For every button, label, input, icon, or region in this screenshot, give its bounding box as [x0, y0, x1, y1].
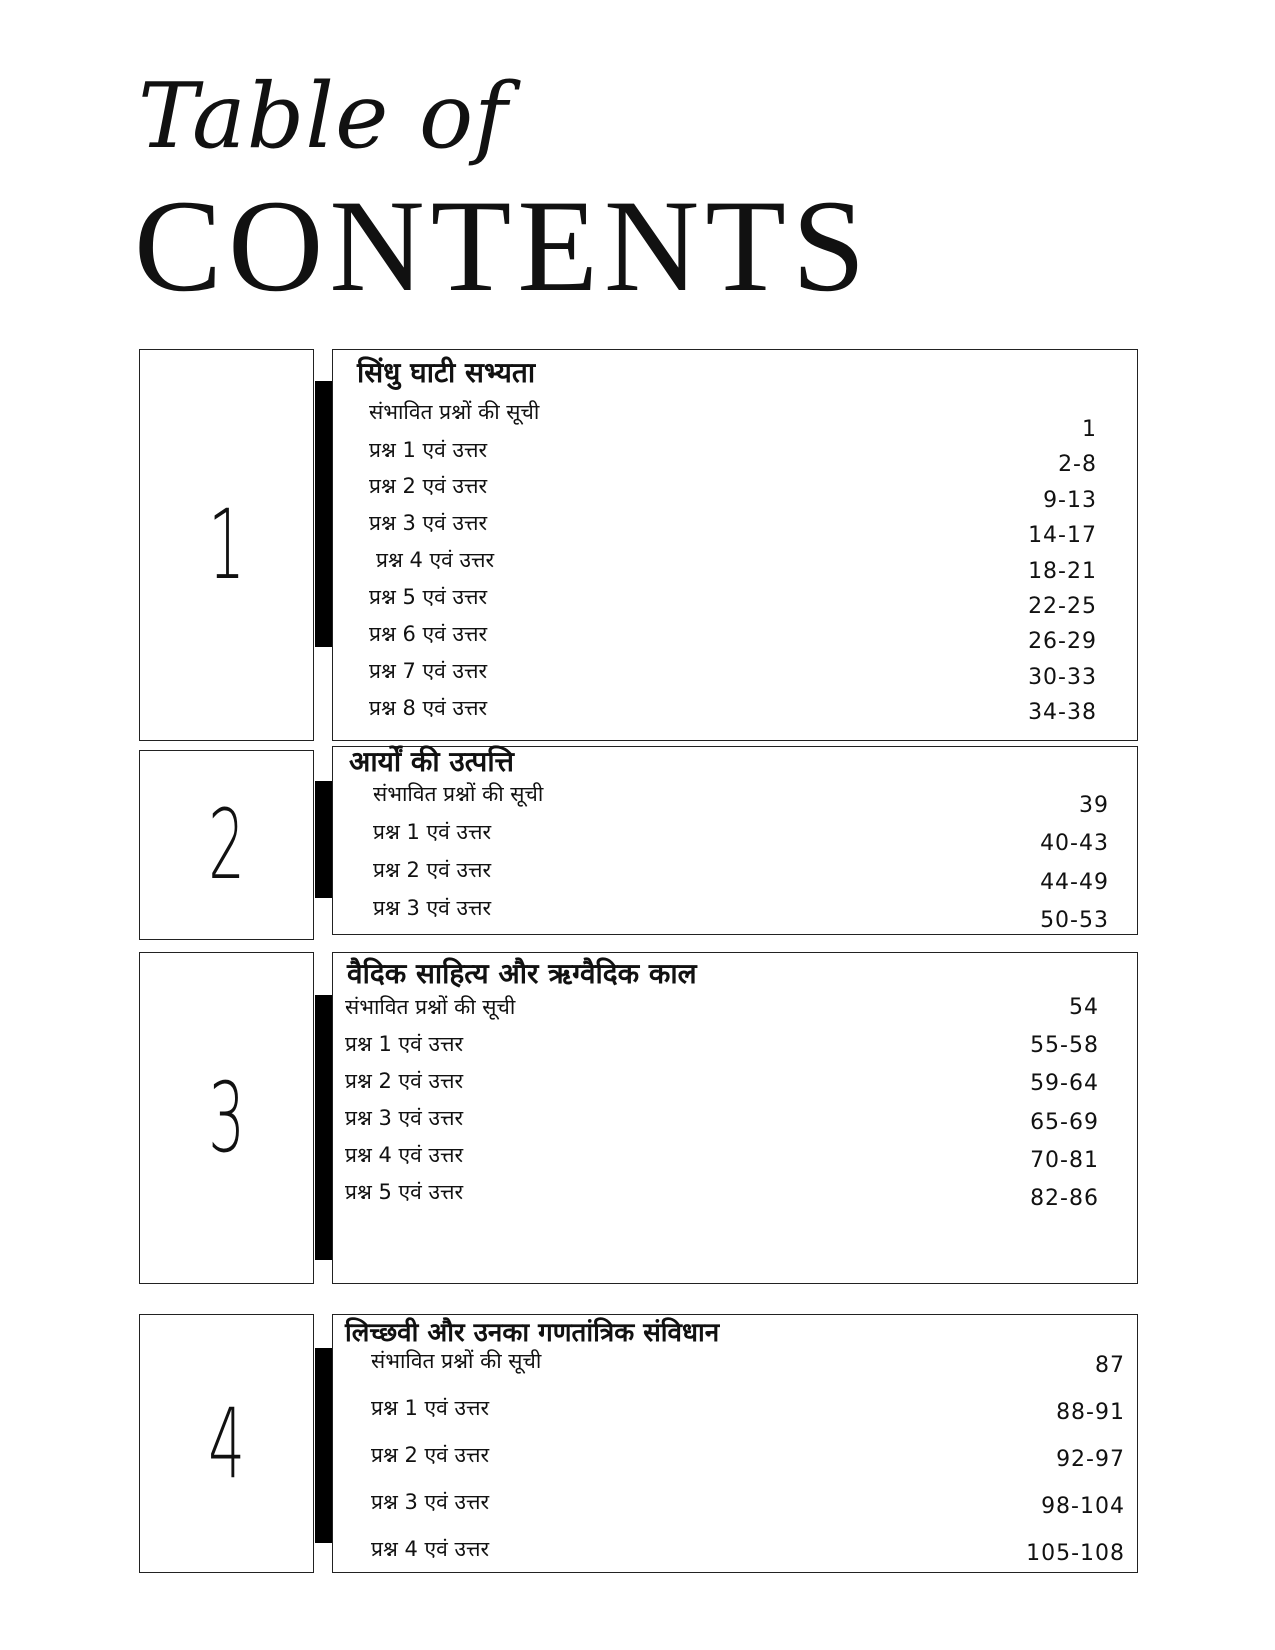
- section-title: लिच्छवी और उनका गणतांत्रिक संविधान: [345, 1318, 720, 1348]
- section-content-box: [332, 952, 1138, 1284]
- toc-entry-pages: 1: [1082, 417, 1097, 442]
- toc-entry-label[interactable]: प्रश्न 6 एवं उत्तर: [369, 622, 488, 646]
- section-number: 4: [208, 1387, 245, 1500]
- toc-entry-pages: 98-104: [1041, 1494, 1125, 1519]
- toc-entry-pages: 22-25: [1028, 594, 1097, 619]
- toc-entry-label[interactable]: प्रश्न 4 एवं उत्तर: [376, 548, 495, 572]
- toc-entry-pages: 40-43: [1040, 831, 1109, 856]
- toc-entry-pages: 50-53: [1040, 908, 1109, 933]
- toc-entry-pages: 9-13: [1043, 488, 1097, 513]
- toc-entry-pages: 54: [1069, 995, 1099, 1020]
- section-number-box: [139, 349, 314, 741]
- section-number-box: [139, 750, 314, 940]
- toc-entry-label[interactable]: संभावित प्रश्नों की सूची: [369, 400, 540, 424]
- toc-entry-label[interactable]: प्रश्न 1 एवं उत्तर: [369, 438, 488, 462]
- toc-entry-pages: 92-97: [1056, 1447, 1125, 1472]
- toc-entry-pages: 59-64: [1030, 1071, 1099, 1096]
- toc-entry-pages: 26-29: [1028, 629, 1097, 654]
- toc-entry-label[interactable]: प्रश्न 5 एवं उत्तर: [369, 585, 488, 609]
- toc-entry-pages: 2-8: [1058, 452, 1097, 477]
- toc-entry-pages: 14-17: [1028, 523, 1097, 548]
- toc-entry-label[interactable]: संभावित प्रश्नों की सूची: [345, 995, 516, 1019]
- section-number-box: [139, 1314, 314, 1573]
- toc-entry-label[interactable]: प्रश्न 2 एवं उत्तर: [371, 1443, 490, 1467]
- toc-entry-pages: 55-58: [1030, 1033, 1099, 1058]
- toc-entry-label[interactable]: प्रश्न 7 एवं उत्तर: [369, 659, 488, 683]
- toc-entry-pages: 44-49: [1040, 870, 1109, 895]
- section-number: 3: [208, 1062, 245, 1174]
- section-number: 2: [208, 789, 245, 901]
- toc-entry-label[interactable]: प्रश्न 2 एवं उत्तर: [345, 1069, 464, 1093]
- toc-entry-pages: 18-21: [1028, 559, 1097, 584]
- toc-entry-pages: 65-69: [1030, 1110, 1099, 1135]
- section-accent-bar: [315, 1348, 332, 1543]
- toc-entry-pages: 87: [1095, 1353, 1125, 1378]
- section-title: वैदिक साहित्य और ऋग्वैदिक काल: [347, 957, 697, 990]
- toc-entry-pages: 34-38: [1028, 700, 1097, 725]
- toc-entry-label[interactable]: प्रश्न 4 एवं उत्तर: [371, 1537, 490, 1561]
- toc-entry-label[interactable]: प्रश्न 3 एवं उत्तर: [369, 511, 488, 535]
- title-main: CONTENTS: [134, 172, 872, 319]
- section-content-box: [332, 1314, 1138, 1573]
- section-content-box: [332, 349, 1138, 741]
- toc-entry-label[interactable]: प्रश्न 8 एवं उत्तर: [369, 696, 488, 720]
- section-title: सिंधु घाटी सभ्यता: [357, 356, 536, 389]
- toc-entry-pages: 39: [1079, 793, 1109, 818]
- toc-entry-label[interactable]: प्रश्न 1 एवं उत्तर: [345, 1032, 464, 1056]
- toc-entry-pages: 88-91: [1056, 1400, 1125, 1425]
- toc-entry-label[interactable]: प्रश्न 3 एवं उत्तर: [345, 1106, 464, 1130]
- section-number: 1: [208, 489, 245, 601]
- toc-entry-pages: 30-33: [1028, 665, 1097, 690]
- toc-entry-label[interactable]: प्रश्न 2 एवं उत्तर: [369, 474, 488, 498]
- toc-entry-label[interactable]: प्रश्न 3 एवं उत्तर: [373, 896, 492, 920]
- section-content-box: [332, 746, 1138, 935]
- section-accent-bar: [315, 781, 332, 898]
- section-accent-bar: [315, 381, 332, 647]
- toc-entry-label[interactable]: प्रश्न 3 एवं उत्तर: [371, 1490, 490, 1514]
- toc-entry-label[interactable]: प्रश्न 5 एवं उत्तर: [345, 1180, 464, 1204]
- toc-entry-label[interactable]: संभावित प्रश्नों की सूची: [373, 782, 544, 806]
- toc-entry-pages: 105-108: [1026, 1541, 1125, 1566]
- toc-entry-label[interactable]: प्रश्न 2 एवं उत्तर: [373, 858, 492, 882]
- toc-entry-pages: 70-81: [1030, 1148, 1099, 1173]
- toc-entry-label[interactable]: प्रश्न 4 एवं उत्तर: [345, 1143, 464, 1167]
- toc-entry-label[interactable]: संभावित प्रश्नों की सूची: [371, 1349, 542, 1373]
- section-accent-bar: [315, 995, 332, 1260]
- toc-entry-pages: 82-86: [1030, 1186, 1099, 1211]
- section-number-box: [139, 952, 314, 1284]
- toc-entry-label[interactable]: प्रश्न 1 एवं उत्तर: [371, 1396, 490, 1420]
- toc-entry-label[interactable]: प्रश्न 1 एवं उत्तर: [373, 820, 492, 844]
- title-script: Table of: [138, 64, 509, 169]
- section-title: आर्यों की उत्पत्ति: [349, 745, 514, 778]
